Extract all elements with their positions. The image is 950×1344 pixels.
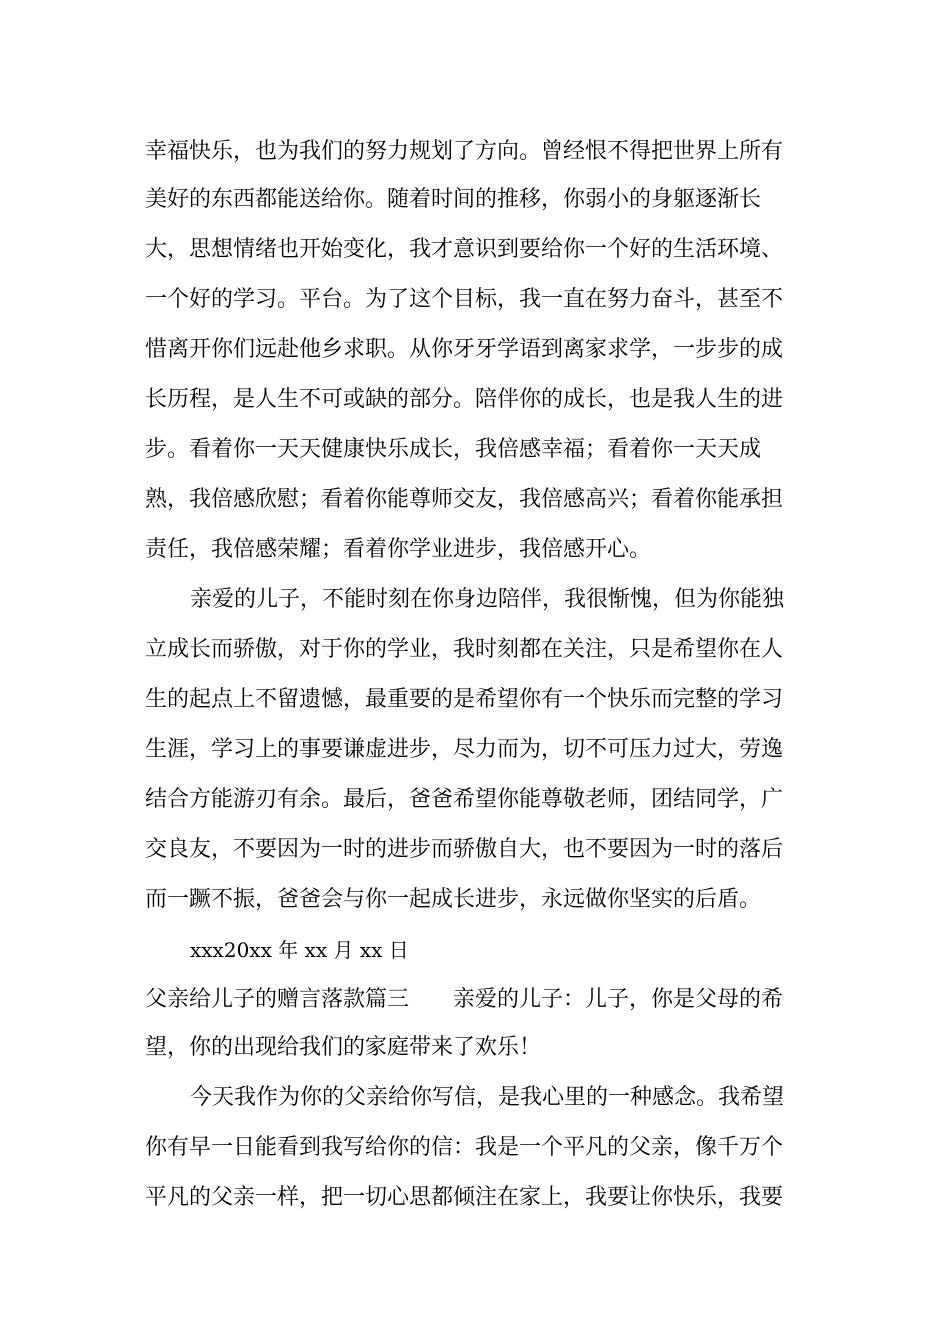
text-line: 责任，我倍感荣耀；看着你学业进步，我倍感开心。: [145, 537, 652, 562]
text-line: 你有早一日能看到我写给你的信：我是一个平凡的父亲，像千万个: [145, 1135, 784, 1160]
paragraph-start-line: 今天我作为你的父亲给你写信，是我心里的一种感念。我希望: [190, 1085, 785, 1110]
text-line: 美好的东西都能送给你。随着时间的推移，你弱小的身躯逐渐长: [145, 187, 762, 212]
text-line: 立成长而骄傲，对于你的学业，我时刻都在关注，只是希望你在人: [145, 637, 784, 662]
date-signature: xxx20xx 年 xx 月 xx 日: [190, 938, 409, 962]
paragraph-start-line: 亲爱的儿子，不能时刻在你身边陪伴，我很惭愧，但为你能独: [190, 587, 785, 612]
text-line: 结合方能游刃有余。最后，爸爸希望你能尊敬老师，团结同学，广: [145, 787, 784, 812]
section-heading-line: 父亲给儿子的赠言落款篇三 亲爱的儿子：儿子，你是父母的希: [145, 987, 784, 1012]
text-line: 望，你的出现给我们的家庭带来了欢乐！: [145, 1035, 542, 1060]
text-line: 交良友，不要因为一时的进步而骄傲自大，也不要因为一时的落后: [145, 837, 784, 862]
text-line: 大，思想情绪也开始变化，我才意识到要给你一个好的生活环境、: [145, 237, 784, 262]
text-line: 幸福快乐，也为我们的努力规划了方向。曾经恨不得把世界上所有: [145, 139, 784, 164]
text-line: 长历程，是人生不可或缺的部分。陪伴你的成长，也是我人生的进: [145, 387, 784, 412]
text-line: 步。看着你一天天健康快乐成长，我倍感幸福；看着你一天天成: [145, 437, 762, 462]
text-line: 平凡的父亲一样，把一切心思都倾注在家上，我要让你快乐，我要: [145, 1185, 784, 1210]
text-line: 而一蹶不振，爸爸会与你一起成长进步，永远做你坚实的后盾。: [145, 887, 762, 912]
text-line: 惜离开你们远赴他乡求职。从你牙牙学语到离家求学，一步步的成: [145, 337, 784, 362]
text-line: 生的起点上不留遗憾，最重要的是希望你有一个快乐而完整的学习: [145, 687, 784, 712]
text-line: 一个好的学习。平台。为了这个目标，我一直在努力奋斗，甚至不: [145, 287, 784, 312]
text-line: 熟，我倍感欣慰；看着你能尊师交友，我倍感高兴；看着你能承担: [145, 487, 784, 512]
text-line: 生涯，学习上的事要谦虚进步，尽力而为，切不可压力过大，劳逸: [145, 737, 784, 762]
